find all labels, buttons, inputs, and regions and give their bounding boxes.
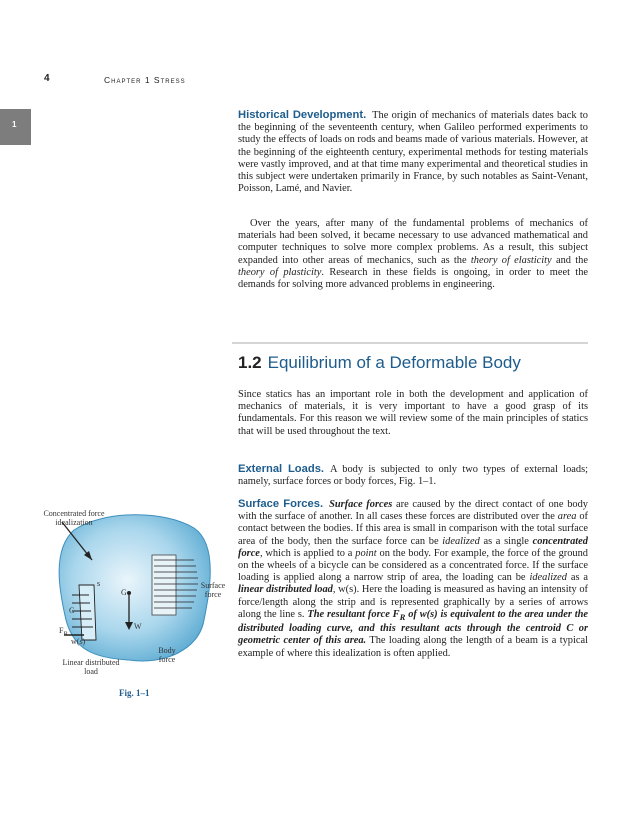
chapter-tab-label: 1 bbox=[12, 120, 17, 129]
sf-resultant: The resultant force F bbox=[307, 608, 400, 620]
sf-text-10: on the body. For example, the force of the ground on the wheels of a bicycle can be considered as a concentrated force. If the surface loading is applied along a narrow strip of area, the loading can be bbox=[238, 547, 589, 584]
surface-forces-heading: Surface Forces. bbox=[238, 498, 324, 510]
historical-text-1: The origin of mechanics of materials dates back to the beginning of the seventeenth century, when Galileo performed experiments to study the effects of loads on rods and beams made of various materials. However, at the beginning of the eighteenth century, experimental methods for testing materials were vastly improved, and at that time many experimental and theoretical studies in this subject were undertaken primarily in France, by such notables as Saint-Venant, Poisson, Lamé, and Navier. bbox=[238, 110, 588, 195]
section-intro: Since statics has an important role in both the development and application of mechanics of materials, it is very important to have a good grasp of its fundamentals. For this reason we will review some of the main principles of statics that will be used throughout the text. bbox=[238, 389, 588, 437]
label-C: C bbox=[69, 606, 75, 615]
sf-term: Surface forces bbox=[329, 499, 393, 510]
historical-paragraph-1 bbox=[238, 109, 588, 195]
historical-text-2a: Over the years, after many of the fundamental problems of mechanics of materials had been solved, it became necessary to use advanced mathematical and computer techniques to solve more complex problems. As a result, this subject expanded into other areas of mechanics, such as the bbox=[238, 218, 588, 266]
sf-resultant-rest: of w(s) is equivalent to the area under the distributed loading curve, and this resultant acts through the centroid C or geometric center of this area. bbox=[238, 608, 588, 647]
figure-caption: Fig. 1–1 bbox=[119, 688, 150, 698]
section-divider bbox=[232, 342, 588, 344]
label-body-force: Body force bbox=[158, 646, 176, 664]
sf-linear-load: linear distributed load bbox=[238, 584, 333, 596]
theory-plasticity: theory of plasticity bbox=[238, 266, 322, 278]
historical-paragraph-2 bbox=[238, 218, 588, 291]
sf-resultant-sub: R bbox=[399, 611, 406, 622]
section-title bbox=[238, 353, 521, 373]
theory-elasticity: theory of elasticity bbox=[470, 254, 552, 266]
sf-text-8: , which is applied to a bbox=[259, 547, 356, 559]
sf-idealized: idealized bbox=[442, 535, 480, 547]
external-loads-text: A body is subjected to only two types of external loads; namely, surface forces or body forces, Fig. 1–1. bbox=[238, 464, 588, 488]
label-concentrated-force: Concentrated force idealization bbox=[43, 509, 105, 527]
sf-text-6: as a single bbox=[479, 535, 533, 547]
sf-concentrated: concentrated force bbox=[238, 535, 588, 559]
sf-text-14: , w(s). Here the loading is measured as having an intensity of force/length along the strip and is represented graphically by a series of arrows along the line s. bbox=[238, 584, 589, 620]
label-linear-load: Linear distributed load bbox=[62, 658, 120, 676]
figure-1-1 bbox=[34, 500, 234, 685]
surface-forces-paragraph bbox=[238, 498, 588, 660]
sf-point: point bbox=[355, 547, 377, 559]
label-W: W bbox=[134, 622, 142, 631]
label-s: s bbox=[97, 579, 101, 588]
external-loads-paragraph bbox=[238, 463, 588, 488]
historical-text-2c: . Research in these fields is ongoing, in order to meet the demands for solving more advanced problems in engineering. bbox=[238, 266, 588, 291]
section-number: 1.2 bbox=[238, 353, 262, 372]
external-loads-heading: External Loads. bbox=[238, 463, 325, 475]
label-ws: w(s) bbox=[71, 637, 86, 646]
centroid-point bbox=[127, 591, 131, 595]
section-title-text: Equilibrium of a Deformable Body bbox=[267, 353, 521, 372]
sf-text-2: are caused by the direct contact of one body with the surface of another. In all cases these forces are distributed over the bbox=[238, 499, 589, 523]
page-number: 4 bbox=[44, 73, 50, 84]
running-head: Chapter 1 Stress bbox=[104, 75, 186, 85]
sf-text-17: The loading along the length of a beam is a typical example of where this idealization is often applied. bbox=[238, 635, 588, 659]
historical-heading: Historical Development. bbox=[238, 109, 367, 121]
chapter-tab bbox=[0, 109, 31, 145]
historical-text-2b: and the bbox=[551, 254, 588, 266]
sf-text-4: of contact between the bodies. If this area is small in comparison with the total surface area of the body, then the surface force can be bbox=[238, 511, 588, 547]
label-G: G bbox=[121, 588, 127, 597]
sf-area: area bbox=[557, 511, 577, 523]
sf-idealized-2: idealized bbox=[529, 572, 567, 584]
label-surface-force: Surface force bbox=[200, 581, 226, 599]
sf-text-12: as a bbox=[566, 572, 588, 584]
label-FR: $F_R$ bbox=[59, 626, 68, 638]
